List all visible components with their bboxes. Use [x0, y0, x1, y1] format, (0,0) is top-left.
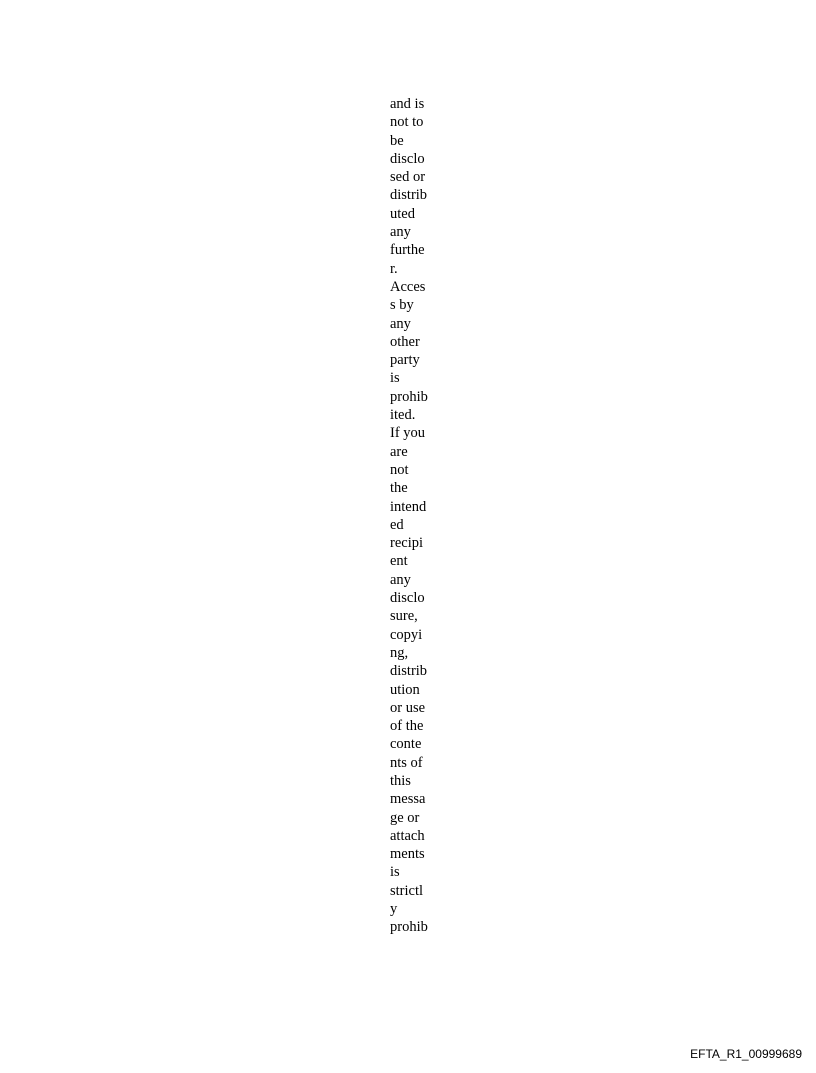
body-text-line: y	[390, 901, 398, 918]
body-text-line: ed	[390, 516, 404, 533]
body-text-line: prohib	[390, 388, 428, 405]
body-text-line: strictl	[390, 882, 424, 899]
body-text-line: sed or	[390, 169, 426, 186]
body-text-line: party	[390, 352, 420, 369]
body-text-line: of the	[390, 718, 424, 735]
body-text-line: are	[390, 443, 408, 460]
body-text-line: or use	[390, 699, 426, 716]
body-text-line: recipi	[390, 535, 424, 552]
body-text-line: ent	[390, 553, 408, 570]
body-text-line: uted	[390, 205, 415, 222]
body-text-line: ments	[390, 846, 425, 863]
body-text-line: is	[390, 370, 400, 387]
body-text-line: If you	[390, 425, 426, 442]
body-text-line: any	[390, 224, 411, 241]
body-text-line: disclo	[390, 150, 425, 167]
body-text-line: sure,	[390, 608, 418, 625]
body-text-line: the	[390, 480, 408, 497]
body-text-line: conte	[390, 736, 422, 753]
body-text-line: ng,	[390, 644, 409, 661]
body-text-line: this	[390, 772, 411, 789]
body-text-line: ited.	[390, 407, 416, 424]
body-text-line: is	[390, 864, 400, 881]
body-text-line: disclo	[390, 590, 425, 607]
body-text-line: any	[390, 571, 411, 588]
body-text-line: ge or	[390, 809, 420, 826]
body-text-line: distrib	[390, 187, 428, 204]
body-text-line: any	[390, 315, 411, 332]
document-body-text	[390, 95, 438, 937]
body-text-line: messa	[390, 791, 426, 808]
body-text-line: attach	[390, 827, 425, 844]
body-text-line: r.	[390, 260, 398, 277]
body-text-line: intend	[390, 498, 427, 515]
body-text-line: not to	[390, 114, 424, 131]
body-text-line: copyi	[390, 626, 423, 643]
body-text-line: distrib	[390, 663, 428, 680]
body-text-line: other	[390, 333, 420, 350]
body-text-line: be	[390, 132, 404, 149]
bates-number: EFTA_R1_00999689	[690, 1047, 802, 1061]
body-text-line: not	[390, 461, 409, 478]
body-text-line: nts of	[390, 754, 423, 771]
body-text-line: s by	[390, 297, 414, 314]
body-text-line: prohib	[390, 919, 428, 936]
body-text-line: Acces	[390, 278, 426, 295]
body-text-line: and is	[390, 96, 425, 112]
body-text-line: furthe	[390, 242, 425, 259]
body-text-line: ution	[390, 681, 420, 698]
